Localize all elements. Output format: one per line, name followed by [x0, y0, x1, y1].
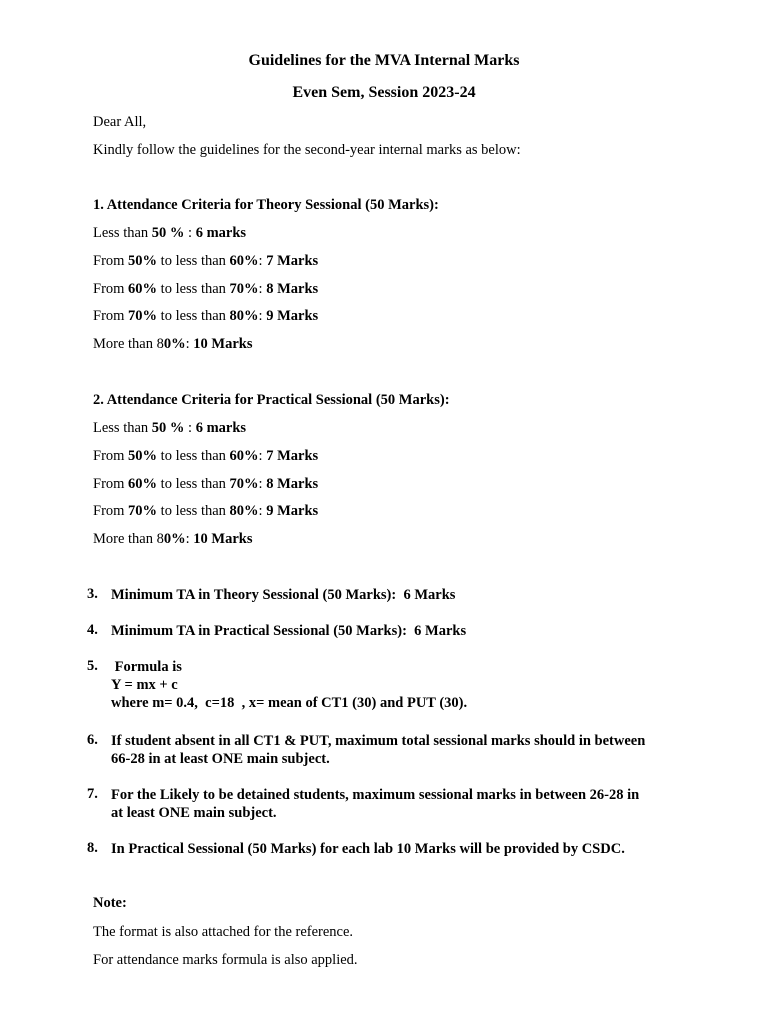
criteria-value: 10 Marks — [193, 336, 253, 353]
item-line: Minimum TA in Theory Sessional (50 Marks): 6 Marks — [111, 587, 456, 603]
criteria-text: to less than — [157, 308, 230, 325]
criteria-text: : — [258, 503, 267, 520]
criteria-value: 70% — [229, 280, 259, 297]
criteria-value: 60% — [229, 252, 259, 269]
criteria-row — [93, 281, 318, 298]
criteria-text: : — [258, 475, 267, 492]
item-line: Minimum TA in Practical Sessional (50 Marks): 6 Marks — [111, 623, 467, 639]
criteria-row — [93, 308, 318, 325]
criteria-text: to less than — [157, 503, 230, 520]
item-text — [111, 658, 691, 712]
criteria-text: More than 8 — [93, 336, 164, 353]
item-number: 4. — [87, 622, 98, 638]
criteria-value: 60% — [128, 475, 158, 492]
criteria-text: From — [93, 475, 129, 492]
item-line: Formula is — [111, 659, 182, 675]
section-theory-heading: 1. Attendance Criteria for Theory Sessional (50 Marks): — [93, 197, 439, 213]
criteria-value: 0% — [163, 336, 186, 353]
criteria-text: : — [258, 280, 267, 297]
section-practical-heading: 2. Attendance Criteria for Practical Sessional (50 Marks): — [93, 392, 450, 408]
criteria-value: 80% — [229, 308, 259, 325]
criteria-row — [93, 448, 318, 465]
item-number: 7. — [87, 786, 98, 802]
criteria-text: From — [93, 280, 129, 297]
criteria-row — [93, 253, 318, 270]
item-number: 8. — [87, 840, 98, 856]
criteria-text: From — [93, 308, 129, 325]
item-text — [111, 732, 691, 768]
criteria-value: 50 % — [151, 225, 185, 241]
item-text — [111, 622, 691, 640]
criteria-value: 8 Marks — [266, 475, 319, 492]
item-number: 5. — [87, 658, 98, 674]
criteria-value: 50% — [128, 447, 158, 464]
document-subtitle: Even Sem, Session 2023-24 — [292, 84, 476, 101]
criteria-value: 7 Marks — [266, 252, 319, 269]
criteria-value: 6 marks — [195, 225, 247, 241]
criteria-text: to less than — [157, 447, 230, 464]
criteria-text: Less than — [93, 225, 152, 241]
note-line: The format is also attached for the reference. — [93, 924, 354, 940]
criteria-value: 70% — [128, 308, 158, 325]
note-heading: Note: — [93, 895, 127, 911]
criteria-value: 6 marks — [195, 420, 247, 436]
item-line: where m= 0.4, c=18 , x= mean of CT1 (30) and PUT (30). — [111, 695, 468, 711]
criteria-text: to less than — [157, 280, 230, 297]
criteria-text: to less than — [157, 252, 230, 269]
criteria-text: More than 8 — [93, 531, 164, 548]
criteria-value: 60% — [128, 280, 158, 297]
item-text — [111, 786, 691, 822]
salutation: Dear All, — [93, 114, 147, 130]
criteria-text: Less than — [93, 420, 152, 436]
criteria-row — [93, 503, 318, 520]
criteria-text: to less than — [157, 475, 230, 492]
criteria-value: 8 Marks — [266, 280, 319, 297]
item-line: at least ONE main subject. — [111, 805, 277, 821]
item-line: 66-28 in at least ONE main subject. — [111, 751, 330, 767]
item-text — [111, 840, 691, 858]
item-line: In Practical Sessional (50 Marks) for each lab 10 Marks will be provided by CSDC. — [111, 841, 625, 857]
criteria-text: From — [93, 252, 129, 269]
criteria-row — [93, 420, 246, 437]
intro-text: Kindly follow the guidelines for the second-year internal marks as below: — [93, 142, 521, 158]
criteria-value: 50 % — [151, 420, 185, 436]
item-number: 3. — [87, 586, 98, 602]
criteria-text: : — [258, 447, 267, 464]
criteria-value: 60% — [229, 447, 259, 464]
criteria-text: : — [185, 531, 194, 548]
criteria-value: 70% — [128, 503, 158, 520]
criteria-text: : — [184, 225, 196, 241]
item-text — [111, 586, 691, 604]
item-line: For the Likely to be detained students, maximum sessional marks in between 26-28 in — [111, 787, 640, 803]
item-number: 6. — [87, 732, 98, 748]
item-line: If student absent in all CT1 & PUT, maximum total sessional marks should in between — [111, 733, 646, 749]
criteria-text: : — [258, 252, 267, 269]
criteria-text: : — [258, 308, 267, 325]
criteria-value: 9 Marks — [266, 308, 319, 325]
note-line: For attendance marks formula is also applied. — [93, 952, 358, 968]
criteria-row — [93, 531, 253, 548]
criteria-text: : — [185, 336, 194, 353]
criteria-value: 0% — [163, 531, 186, 548]
criteria-row — [93, 225, 246, 242]
criteria-text: From — [93, 503, 129, 520]
criteria-value: 50% — [128, 252, 158, 269]
document-title: Guidelines for the MVA Internal Marks — [248, 52, 520, 69]
criteria-text: : — [184, 420, 196, 436]
criteria-value: 9 Marks — [266, 503, 319, 520]
criteria-text: From — [93, 447, 129, 464]
criteria-row — [93, 336, 253, 353]
criteria-value: 70% — [229, 475, 259, 492]
criteria-value: 7 Marks — [266, 447, 319, 464]
criteria-row — [93, 476, 318, 493]
item-line: Y = mx + c — [111, 677, 178, 693]
criteria-value: 10 Marks — [193, 531, 253, 548]
criteria-value: 80% — [229, 503, 259, 520]
